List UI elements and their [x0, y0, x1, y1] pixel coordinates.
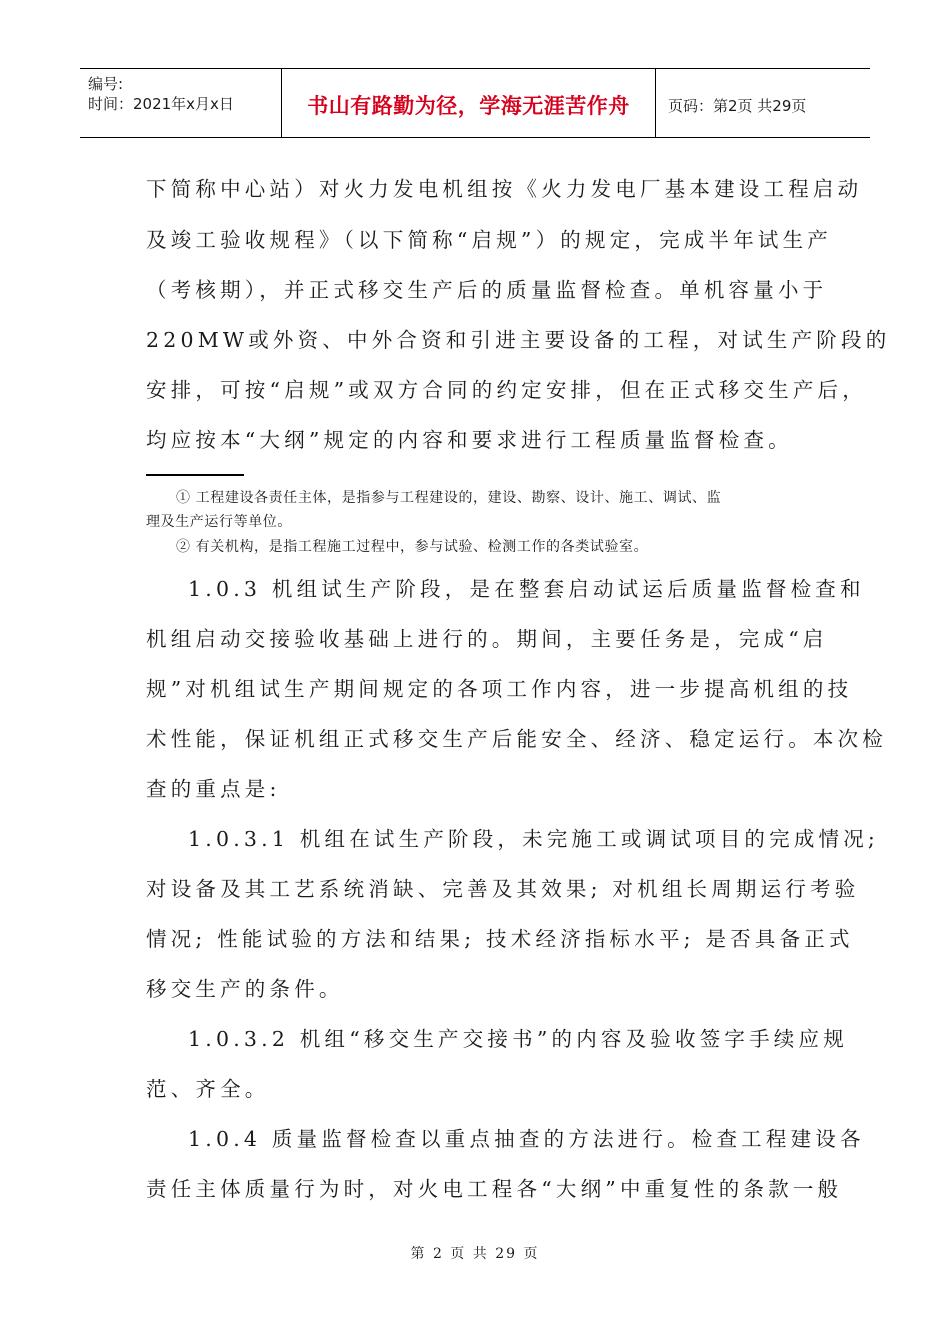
body-line: 责任主体质量行为时，对火电工程各“大纲”中重复性的条款一般 [146, 1177, 843, 1201]
body-line: 及竣工验收规程》（以下简称“启规”）的规定，完成半年试生产 [146, 228, 833, 252]
document-time-label: 时间：2021年x月x日 [88, 95, 234, 113]
body-line: 对设备及其工艺系统消缺、完善及其效果; 对机组长周期运行考验 [146, 877, 860, 901]
body-line: 1.0.4 质量监督检查以重点抽查的方法进行。检查工程建设各 [188, 1127, 865, 1151]
page-footer: 第 2 页 共 29 页 [410, 1246, 540, 1262]
body-line: 术性能，保证机组正式移交生产后能安全、经济、稳定运行。本次检 [146, 727, 887, 751]
body-line: 查的重点是: [146, 777, 281, 801]
body-line: 情况; 性能试验的方法和结果; 技术经济指标水平; 是否具备正式 [146, 927, 854, 951]
header-page-cell [656, 69, 870, 137]
body-line: 规”对机组试生产期间规定的各项工作内容，进一步提高机组的技 [146, 677, 853, 701]
body-line: 范、齐全。 [146, 1077, 270, 1101]
footnote-separator [146, 474, 244, 476]
body-line: 1.0.3.1 机组在试生产阶段，未完施工或调试项目的完成情况; [188, 827, 880, 851]
header-page-info: 页码：第2页 共29页 [668, 96, 807, 115]
footnote-1: ① 工程建设各责任主体，是指参与工程建设的，建设、勘察、设计、施工、调试、监 [176, 490, 722, 506]
body-line: 安排，可按“启规”或双方合同的约定安排，但在正式移交生产后， [146, 378, 867, 402]
body-line: 机组启动交接验收基础上进行的。期间，主要任务是，完成“启 [146, 627, 828, 651]
body-line: 移交生产的条件。 [146, 977, 344, 1001]
footnote-2: ② 有关机构，是指工程施工过程中，参与试验、检测工作的各类试验室。 [176, 539, 649, 555]
body-line: （考核期），并正式移交生产后的质量监督检查。单机容量小于 [146, 278, 828, 302]
document-number-label: 编号: [88, 75, 124, 93]
page-header [80, 68, 870, 138]
header-motto: 书山有路勤为径，学海无涯苦作舟 [307, 94, 630, 118]
header-meta-cell [80, 69, 282, 137]
body-line: 下简称中心站）对火力发电机组按《火力发电厂基本建设工程启动 [146, 177, 863, 201]
footnote-1-continued: 理及生产运行等单位。 [146, 514, 292, 530]
body-line: 1.0.3 机组试生产阶段，是在整套启动试运后质量监督检查和 [188, 577, 865, 601]
body-line: 均应按本“大纲”规定的内容和要求进行工程质量监督检查。 [146, 428, 793, 452]
body-line: 1.0.3.2 机组“移交生产交接书”的内容及验收签字手续应规 [188, 1027, 848, 1051]
header-motto-cell [282, 69, 656, 137]
body-line: 220MW或外资、中外合资和引进主要设备的工程，对试生产阶段的 [146, 328, 891, 352]
